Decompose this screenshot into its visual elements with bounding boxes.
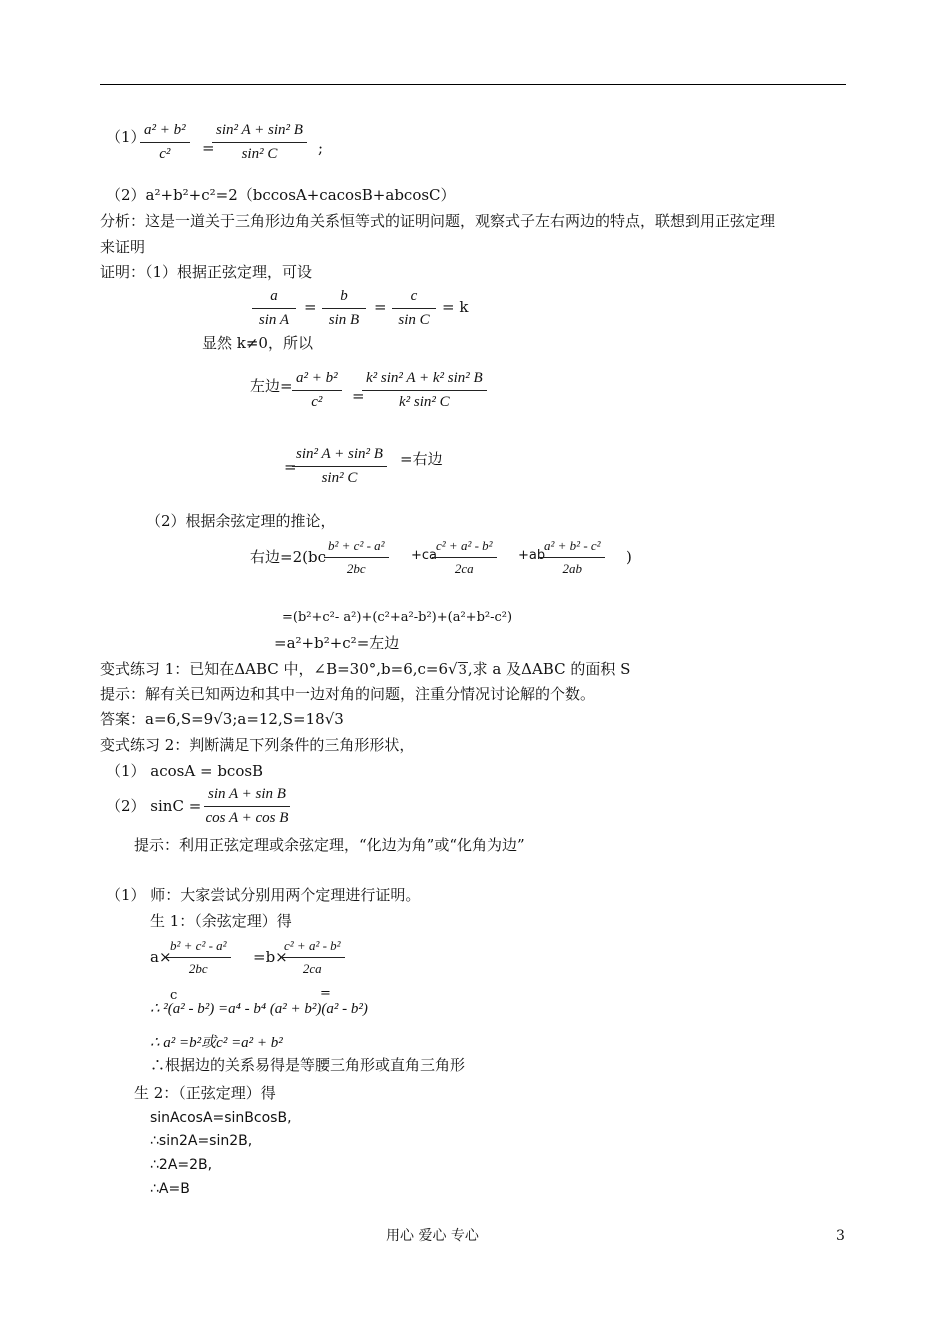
equals: = xyxy=(284,458,297,476)
answer-1 xyxy=(100,710,344,729)
sqrt: √3 xyxy=(448,660,467,678)
numerator: a² + b² - c² xyxy=(540,538,605,558)
denominator: 2ca xyxy=(454,561,474,576)
numerator: sin² A + sin² B xyxy=(292,446,387,467)
equals: = xyxy=(202,139,215,157)
close-paren: ) xyxy=(626,548,632,566)
fraction-cos-B xyxy=(432,538,497,577)
equals: = xyxy=(304,298,317,316)
denominator: sin C xyxy=(398,312,430,328)
student-2-line-1: sinAcosA=sinBcosB, xyxy=(150,1110,292,1126)
semicolon: ; xyxy=(318,139,324,157)
denominator: sin B xyxy=(328,312,360,328)
hint-2: 提示：利用正弦定理或余弦定理，“化边为角”或“化角为边” xyxy=(134,836,525,854)
numerator: a² + b² xyxy=(292,370,342,391)
variation-1 xyxy=(100,660,630,679)
radicand: 3 xyxy=(458,663,467,678)
radicand: 3 xyxy=(222,710,233,728)
fraction-cosB xyxy=(280,938,345,977)
fraction-rhs xyxy=(212,122,307,163)
student-2-line-4: ∴A=B xyxy=(150,1181,190,1197)
denominator: k² sin² C xyxy=(399,394,450,410)
footer-motto: 用心 爱心 专心 xyxy=(386,1228,479,1244)
term-ca: +ca xyxy=(411,548,438,563)
numerator: a xyxy=(252,288,296,309)
header-rule xyxy=(100,84,846,85)
numerator: b² + c² - a² xyxy=(324,538,389,558)
item-1-label: （1） xyxy=(106,128,146,146)
analysis-text: 分析：这是一道关于三角形边角关系恒等式的证明问题，观察式子左右两边的特点，联想到用正弦定理 xyxy=(100,212,776,230)
proof-text: 证明：（1）根据正弦定理，可设 xyxy=(100,263,313,281)
variation-1-tail: ,求 a 及ΔABC 的面积 S xyxy=(467,660,631,678)
fraction-left-k xyxy=(362,370,487,411)
fraction-cos-C xyxy=(540,538,605,577)
denominator: 2bc xyxy=(188,961,208,976)
hint-1: 提示：解有关已知两边和其中一边对角的问题，注重分情况讨论解的个数。 xyxy=(100,685,596,703)
therefore-line-3: ∴根据边的关系易得是等腰三角形或直角三角形 xyxy=(150,1056,466,1074)
right-side-label: 右边=2(bc xyxy=(250,548,326,566)
fraction-result xyxy=(292,446,387,487)
student-2-line-3: ∴2A=2B, xyxy=(150,1157,213,1173)
numerator: k² sin² A + k² sin² B xyxy=(362,370,487,391)
denominator: sin² C xyxy=(321,470,358,486)
fraction-cosA xyxy=(166,938,231,977)
therefore-line-1: ∴ ²(a² - b²) =a⁴ - b⁴ (a² + b²)(a² - b²) xyxy=(150,1001,368,1017)
radicand: 3 xyxy=(334,710,344,728)
item-2: （2）a²+b²+c²=2（bccosA+cacosB+abcosC） xyxy=(106,186,456,204)
term-ab: +ab xyxy=(518,548,546,563)
fraction-b-sinB xyxy=(322,288,366,329)
equals: = xyxy=(352,387,365,405)
variation-2: 变式练习 2：判断满足下列条件的三角形形状， xyxy=(100,736,415,754)
sqrt: √3 xyxy=(213,710,233,728)
answer-text-b: ;a=12,S=18 xyxy=(232,710,325,728)
numerator: sin A + sin B xyxy=(204,786,290,807)
denominator: 2bc xyxy=(346,561,366,576)
expansion-line: =(b²+c²- a²)+(c²+a²-b²)+(a²+b²-c²) xyxy=(282,610,513,625)
denominator: c² xyxy=(311,394,323,410)
left-side-label: 左边= xyxy=(250,377,293,395)
numerator: c² + a² - b² xyxy=(280,938,345,958)
k-nonzero: 显然 k≠0，所以 xyxy=(202,334,313,352)
denominator: 2ab xyxy=(562,561,583,576)
student-1-eqb: =b× xyxy=(253,948,288,966)
page-number: 3 xyxy=(836,1228,845,1244)
teacher-line: （1） 师：大家尝试分别用两个定理进行证明。 xyxy=(106,886,421,904)
numerator: b xyxy=(322,288,366,309)
answer-text-a: 答案：a=6,S=9 xyxy=(100,710,214,728)
denominator: 2ca xyxy=(302,961,322,976)
sqrt: √3 xyxy=(324,710,344,728)
variation-1-text: 变式练习 1：已知在ΔABC 中，∠B=30°,b=6,c=6 xyxy=(100,660,449,678)
student-2-heading: 生 2：（正弦定理）得 xyxy=(134,1084,276,1102)
variation-2-item-2: （2） sinC = xyxy=(106,797,202,815)
equals-k: = k xyxy=(442,298,469,316)
fraction-c-sinC xyxy=(392,288,436,329)
denominator: cos A + cos B xyxy=(205,810,289,826)
fraction-left xyxy=(292,370,342,411)
student-1-heading: 生 1：（余弦定理）得 xyxy=(150,912,292,930)
numerator: c² + a² - b² xyxy=(432,538,497,558)
numerator: c xyxy=(392,288,436,309)
therefore-line-2: ∴ a² =b²或c² =a² + b² xyxy=(150,1035,283,1051)
therefore-c: c xyxy=(170,988,178,1003)
analysis-text-2: 来证明 xyxy=(100,238,146,256)
numerator: b² + c² - a² xyxy=(166,938,231,958)
fraction-cos-A xyxy=(324,538,389,577)
student-1-a: a× xyxy=(150,948,172,966)
expansion-result: =a²+b²+c²=左边 xyxy=(274,634,400,652)
fraction-lhs xyxy=(140,122,190,163)
part-2-heading: （2）根据余弦定理的推论， xyxy=(146,512,336,530)
equals: = xyxy=(374,298,387,316)
right-side-result: =右边 xyxy=(400,450,443,468)
therefore-eq: = xyxy=(320,986,331,1001)
denominator: sin A xyxy=(258,312,290,328)
fraction-sinC xyxy=(204,786,290,827)
student-2-line-2: ∴sin2A=sin2B, xyxy=(150,1133,253,1149)
numerator: sin² A + sin² B xyxy=(212,122,307,143)
fraction-a-sinA xyxy=(252,288,296,329)
variation-2-item-1: （1） acosA = bcosB xyxy=(106,762,264,780)
denominator: sin² C xyxy=(241,146,278,162)
denominator: c² xyxy=(159,146,171,162)
numerator: a² + b² xyxy=(140,122,190,143)
